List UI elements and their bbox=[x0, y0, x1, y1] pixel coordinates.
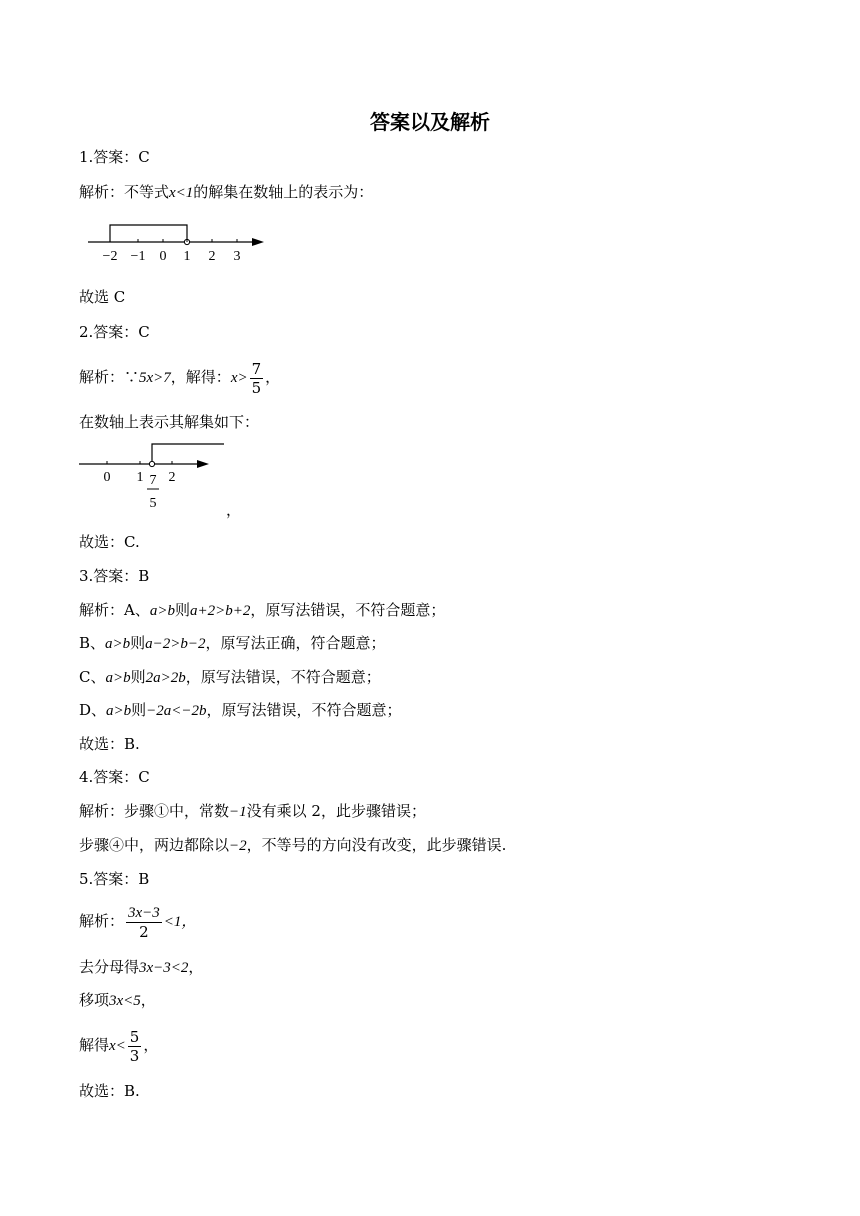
q2-comma: ， bbox=[226, 501, 242, 519]
q5-step1 bbox=[79, 957, 203, 978]
page-title: 答案以及解析 bbox=[370, 110, 490, 134]
q1-conclusion: 故选 C bbox=[79, 288, 126, 306]
q5-step2-pre: 移项 bbox=[79, 991, 110, 1009]
q5-analysis-pre: 解析： bbox=[79, 912, 125, 930]
q5-step1-pre: 去分母得 bbox=[79, 958, 140, 976]
q5-analysis bbox=[79, 902, 196, 941]
q3-option-pre: C、 bbox=[79, 668, 106, 686]
q5-step2 bbox=[79, 990, 156, 1011]
q1-tick-label: 1 bbox=[183, 249, 191, 264]
q1-tick-label: 3 bbox=[233, 249, 241, 264]
q4-line2 bbox=[79, 835, 506, 856]
q5-step3-num: 5 bbox=[129, 1027, 140, 1046]
q2-tick-label: 0 bbox=[103, 470, 111, 485]
q2-tail: ， bbox=[265, 368, 281, 386]
q3-option-mid: 则 bbox=[174, 601, 190, 619]
q3-option-post: ，原写法错误，不符合题意； bbox=[206, 701, 402, 719]
q5-step3-pre: 解得 bbox=[79, 1036, 110, 1054]
q3-option-post: ，原写法正确，符合题意； bbox=[205, 634, 386, 652]
q1-analysis bbox=[79, 182, 373, 203]
q2-line2: 在数轴上表示其解集如下： bbox=[79, 413, 260, 431]
q5-frac-tail: <1， bbox=[163, 914, 197, 930]
q1-number-line bbox=[88, 218, 268, 268]
q5-step2-post: ， bbox=[140, 991, 156, 1009]
q5-frac-den: 2 bbox=[139, 922, 149, 941]
q5-step3-post: ， bbox=[143, 1036, 159, 1054]
q3-option-post: ，原写法错误，不符合题意； bbox=[250, 601, 446, 619]
q2-number-line bbox=[79, 440, 242, 520]
q3-option-c1: a>b bbox=[106, 703, 132, 719]
q3-option-c1: a>b bbox=[105, 670, 131, 686]
q1-axis-arrow bbox=[252, 238, 264, 246]
q4-line2-pre: 步骤④中，两边都除以 bbox=[79, 836, 230, 854]
q4-line2-post: ，不等号的方向没有改变，此步骤错误. bbox=[246, 836, 507, 854]
q4-answer: 4.答案：C bbox=[79, 768, 150, 786]
q3-option-c2: a+2>b+2 bbox=[189, 603, 251, 619]
q3-option-mid: 则 bbox=[131, 701, 147, 719]
q1-tick-label: 0 bbox=[159, 249, 167, 264]
q2-tick-label: 2 bbox=[168, 470, 176, 485]
q3-option-c1: a>b bbox=[149, 603, 175, 619]
q2-boundary-den: 5 bbox=[149, 496, 157, 511]
q2-tick-label: 1 bbox=[136, 470, 144, 485]
q1-solution-bracket bbox=[110, 225, 187, 242]
q4-line2-expr: −2 bbox=[229, 838, 247, 854]
q2-open-circle bbox=[149, 461, 154, 466]
q3-option-pre: 解析：A、 bbox=[79, 601, 150, 619]
q5-step2-expr: 3x<5 bbox=[109, 993, 141, 1009]
q5-step3-expr: x< bbox=[109, 1038, 126, 1054]
q5-step3 bbox=[79, 1026, 158, 1065]
q5-step3-fraction bbox=[128, 1028, 142, 1065]
q2-solution-bracket bbox=[152, 444, 224, 461]
q5-step1-expr: 3x−3<2 bbox=[139, 960, 189, 976]
q5-step1-post: ， bbox=[188, 958, 204, 976]
q5-frac-num: 3x−3 bbox=[128, 904, 160, 921]
q3-option-line bbox=[79, 633, 386, 654]
q3-option-pre: B、 bbox=[79, 634, 106, 652]
q2-answer: 2.答案：C bbox=[79, 323, 150, 341]
q1-tick-label: 2 bbox=[208, 249, 216, 264]
q2-axis-arrow bbox=[197, 460, 209, 468]
q1-tick-label: −2 bbox=[102, 249, 118, 264]
q2-boundary-num: 7 bbox=[149, 473, 157, 488]
q2-analysis bbox=[79, 358, 280, 397]
q2-because: 解析：∵ bbox=[79, 368, 140, 386]
q1-analysis-pre: 解析：不等式 bbox=[79, 183, 170, 201]
q4-line1-expr: −1 bbox=[229, 804, 247, 820]
q2-frac-num: 7 bbox=[251, 359, 262, 378]
q5-conclusion: 故选：B. bbox=[79, 1082, 140, 1100]
q3-option-c2: a−2>b−2 bbox=[145, 636, 206, 652]
q2-fraction bbox=[250, 360, 264, 397]
q3-option-line bbox=[79, 600, 445, 621]
q1-answer: 1.答案：C bbox=[79, 148, 150, 166]
q3-option-c2: −2a<−2b bbox=[146, 703, 207, 719]
q3-option-line bbox=[79, 667, 381, 688]
q4-line1-post: 没有乘以 2，此步骤错误； bbox=[246, 802, 426, 820]
q3-option-mid: 则 bbox=[130, 668, 146, 686]
q2-conclusion: 故选：C. bbox=[79, 533, 140, 551]
q3-conclusion: 故选：B. bbox=[79, 735, 140, 753]
q5-fraction bbox=[126, 904, 162, 941]
q5-step3-den: 3 bbox=[129, 1046, 140, 1065]
q1-analysis-post: 的解集在数轴上的表示为： bbox=[193, 183, 374, 201]
q2-expr1: 5x>7 bbox=[139, 370, 171, 386]
q5-answer: 5.答案：B bbox=[79, 870, 150, 888]
q3-option-pre: D、 bbox=[79, 701, 107, 719]
q3-option-line bbox=[79, 700, 402, 721]
q1-tick-label: −1 bbox=[130, 249, 146, 264]
q1-expr: x<1 bbox=[169, 185, 194, 201]
q4-line1-pre: 解析：步骤①中，常数 bbox=[79, 802, 230, 820]
q3-answer: 3.答案：B bbox=[79, 567, 150, 585]
q3-option-c2: 2a>2b bbox=[145, 670, 186, 686]
q4-line1 bbox=[79, 801, 426, 822]
q3-option-post: ，原写法错误，不符合题意； bbox=[185, 668, 381, 686]
q2-mid: ，解得： bbox=[170, 368, 231, 386]
q2-frac-den: 5 bbox=[251, 378, 262, 397]
q3-option-c1: a>b bbox=[105, 636, 131, 652]
q2-expr2: x> bbox=[230, 370, 248, 386]
q3-option-mid: 则 bbox=[130, 634, 146, 652]
